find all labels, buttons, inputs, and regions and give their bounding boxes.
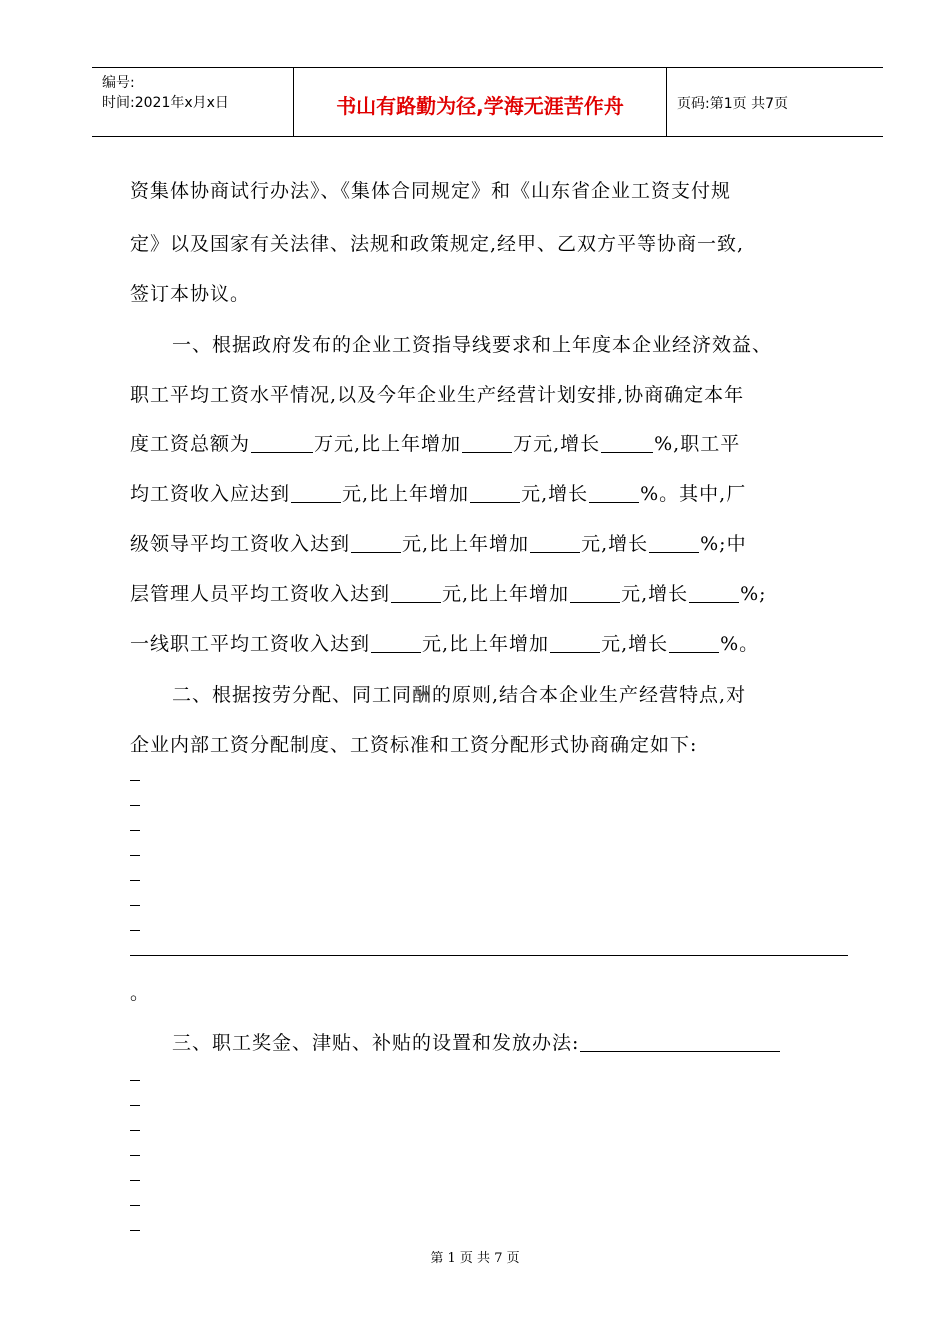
fill-blank bbox=[251, 451, 313, 453]
line-text: %。其中,厂 bbox=[640, 483, 747, 505]
blank-dash bbox=[130, 855, 140, 856]
header-page-code: 页码:第1页 共7页 bbox=[677, 96, 788, 112]
line-text: %,职工平 bbox=[654, 433, 741, 455]
blank-dash bbox=[130, 830, 140, 831]
paragraph-line: 职工平均工资水平情况,以及今年企业生产经营计划安排,协商确定本年 bbox=[130, 384, 745, 406]
line-text: 万元,增长 bbox=[513, 433, 601, 455]
paragraph-line: 签订本协议。 bbox=[130, 283, 251, 305]
blank-dash bbox=[130, 930, 140, 931]
line-text: 元,增长 bbox=[621, 583, 689, 605]
blank-dash bbox=[130, 1180, 140, 1181]
fill-blank bbox=[601, 451, 653, 453]
line-text: 度工资总额为 bbox=[130, 433, 251, 455]
paragraph-line bbox=[130, 579, 767, 606]
fill-blank bbox=[649, 551, 699, 553]
blank-dash bbox=[130, 780, 140, 781]
fill-blank bbox=[530, 551, 580, 553]
blank-dash bbox=[130, 1080, 140, 1081]
line-text: 均工资收入应达到 bbox=[130, 483, 291, 505]
paragraph-line bbox=[130, 529, 747, 556]
fill-blank bbox=[371, 651, 421, 653]
fill-blank bbox=[550, 651, 600, 653]
paragraph-line bbox=[130, 629, 759, 656]
fill-blank bbox=[291, 501, 341, 503]
document-time-label: 时间:2021年x月x日 bbox=[102, 95, 229, 111]
blank-dash bbox=[130, 1155, 140, 1156]
paragraph-line: 资集体协商试行办法》、《集体合同规定》和《山东省企业工资支付规 bbox=[130, 180, 732, 202]
paragraph-line: 二、根据按劳分配、同工同酬的原则,结合本企业生产经营特点,对 bbox=[172, 684, 747, 706]
paragraph-line: 定》以及国家有关法律、法规和政策规定,经甲、乙双方平等协商一致, bbox=[130, 233, 745, 255]
paragraph-end-mark: 。 bbox=[130, 982, 151, 1004]
paragraph-line: 一、根据政府发布的企业工资指导线要求和上年度本企业经济效益、 bbox=[172, 334, 773, 356]
blank-dash bbox=[130, 1205, 140, 1206]
document-number-label: 编号: bbox=[102, 75, 135, 91]
line-text: 元,比上年增加 bbox=[442, 583, 570, 605]
header-motto-cell bbox=[294, 68, 667, 136]
line-text: 元,比上年增加 bbox=[402, 533, 530, 555]
paragraph-line bbox=[130, 429, 740, 456]
blank-dash bbox=[130, 805, 140, 806]
line-text: %;中 bbox=[700, 533, 747, 555]
header-page-cell bbox=[667, 68, 883, 136]
paragraph-line bbox=[172, 1028, 781, 1055]
page-header bbox=[92, 67, 883, 137]
line-text: 元,增长 bbox=[601, 633, 669, 655]
fill-blank bbox=[351, 551, 401, 553]
fill-blank bbox=[462, 451, 512, 453]
line-text: 级领导平均工资收入达到 bbox=[130, 533, 351, 555]
line-text: 万元,比上年增加 bbox=[314, 433, 462, 455]
fill-blank bbox=[689, 601, 739, 603]
line-text: 元,增长 bbox=[521, 483, 589, 505]
blank-dash bbox=[130, 1230, 140, 1231]
line-text: 元,比上年增加 bbox=[342, 483, 470, 505]
blank-rule bbox=[130, 955, 848, 956]
line-text: %; bbox=[740, 583, 767, 605]
line-text: 元,比上年增加 bbox=[422, 633, 550, 655]
blank-dash bbox=[130, 880, 140, 881]
line-text: 三、职工奖金、津贴、补贴的设置和发放办法: bbox=[172, 1032, 580, 1054]
fill-blank bbox=[470, 501, 520, 503]
header-motto: 书山有路勤为径,学海无涯苦作舟 bbox=[336, 94, 624, 118]
fill-blank bbox=[570, 601, 620, 603]
paragraph-line: 企业内部工资分配制度、工资标准和工资分配形式协商确定如下: bbox=[130, 734, 698, 756]
blank-dash bbox=[130, 1130, 140, 1131]
line-text: 层管理人员平均工资收入达到 bbox=[130, 583, 391, 605]
fill-blank bbox=[391, 601, 441, 603]
header-info-cell bbox=[92, 68, 294, 136]
blank-dash bbox=[130, 905, 140, 906]
line-text: 一线职工平均工资收入达到 bbox=[130, 633, 371, 655]
page-footer: 第 1 页 共 7 页 bbox=[430, 1251, 520, 1266]
fill-blank bbox=[589, 501, 639, 503]
line-text: 元,增长 bbox=[581, 533, 649, 555]
fill-blank bbox=[669, 651, 719, 653]
fill-blank bbox=[580, 1050, 780, 1052]
line-text: %。 bbox=[720, 633, 760, 655]
paragraph-line bbox=[130, 479, 746, 506]
blank-dash bbox=[130, 1105, 140, 1106]
